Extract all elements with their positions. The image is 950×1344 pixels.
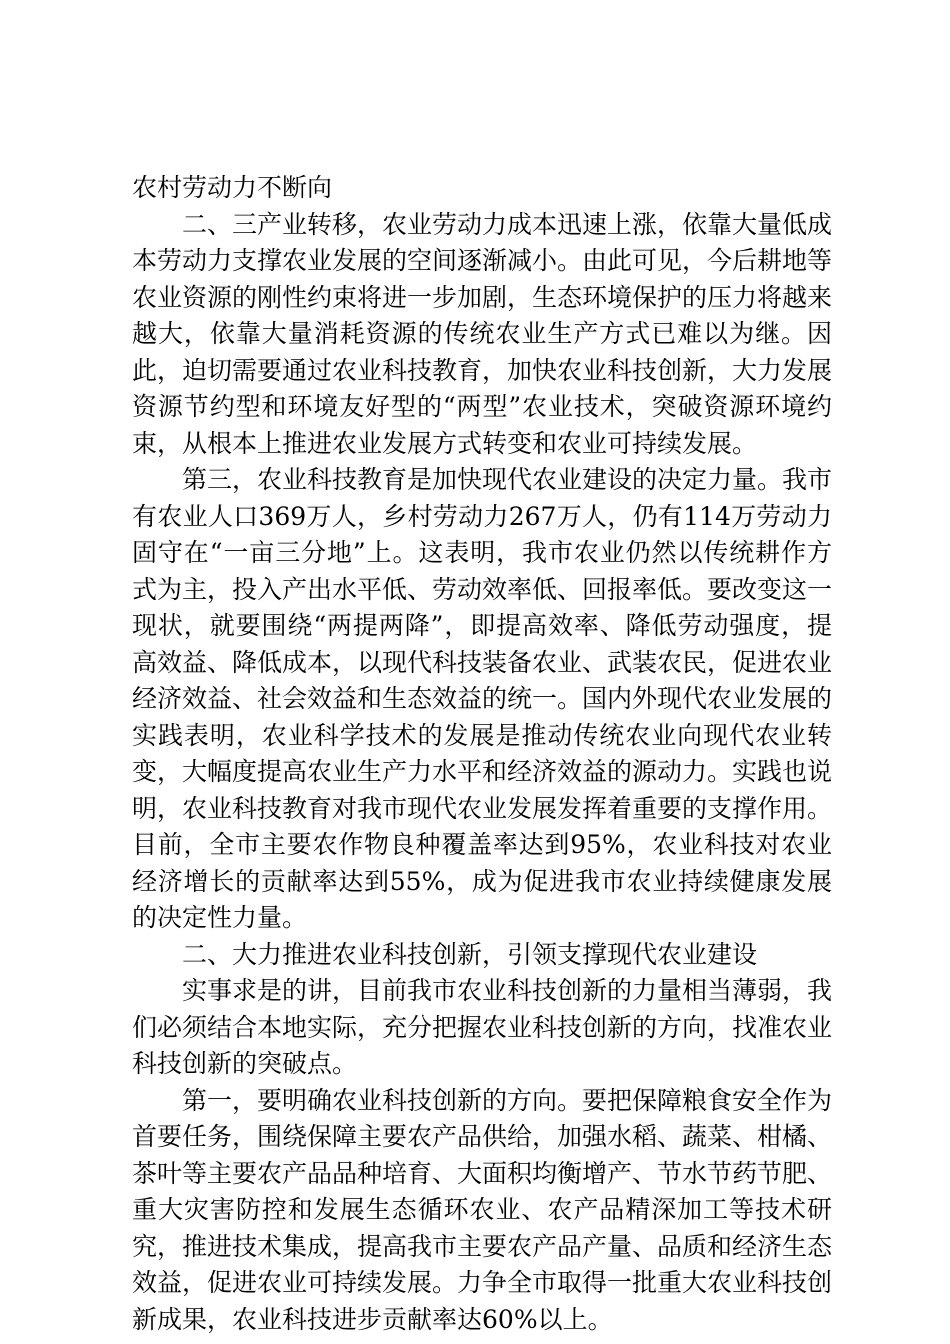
paragraph-third-point: 第三，农业科技教育是加快现代农业建设的决定力量。我市有农业人口369万人，乡村劳动力267万人，仍有114万劳动力固守在“一亩三分地”上。这表明，我市农业仍然以传统耕作方式为主，投入产出水平低、劳动效率低、回报率低。要改变这一现状，就要围绕“两提两降”，即提高效率、降低劳动强度，提高效益、降低成本，以现代科技装备农业、武装农民，促进农业经济效益、社会效益和生态效益的统一。国内外现代农业发展的实践表明，农业科学技术的发展是推动传统农业向现代农业转变，大幅度提高农业生产力水平和经济效益的源动力。实践也说明，农业科技教育对我市现代农业发展发挥着重要的支撑作用。目前，全市主要农作物良种覆盖率达到95%，农业科技对农业经济增长的贡献率达到55%，成为促进我市农业持续健康发展的决定性力量。: [132, 465, 833, 932]
paragraph-continuation: 农村劳动力不断向: [132, 173, 333, 202]
section-heading: 二、大力推进农业科技创新，引领支撑现代农业建设: [182, 939, 758, 969]
paragraph-resource-constraints: 二、三产业转移，农业劳动力成本迅速上涨，依靠大量低成本劳动力支撑农业发展的空间逐渐减小。由此可见，今后耕地等农业资源的刚性约束将进一步加剧，生态环境保护的压力将越来越大，依靠大量消耗资源的传统农业生产方式已难以为继。因此，迫切需要通过农业科技教育，加快农业科技创新，大力发展资源节约型和环境友好型的“两型”农业技术，突破资源环境约束，从根本上推进农业发展方式转变和农业可持续发展。: [132, 209, 833, 458]
document-body: [132, 170, 832, 1338]
paragraph-first-point: 第一，要明确农业科技创新的方向。要把保障粮食安全作为首要任务，围绕保障主要农产品供给，加强水稻、蔬菜、柑橘、茶叶等主要农产品品种培育、大面积均衡增产、节水节药节肥、重大灾害防控和发展生态循环农业、农产品精深加工等技术研究，推进技术集成，提高我市主要农产品产量、品质和经济生态效益，促进农业可持续发展。力争全市取得一批重大农业科技创新成果，农业科技进步贡献率达60%以上。: [132, 1085, 833, 1334]
paragraph-innovation-intro: 实事求是的讲，目前我市农业科技创新的力量相当薄弱，我们必须结合本地实际，充分把握农业科技创新的方向，找准农业科技创新的突破点。: [132, 976, 833, 1078]
